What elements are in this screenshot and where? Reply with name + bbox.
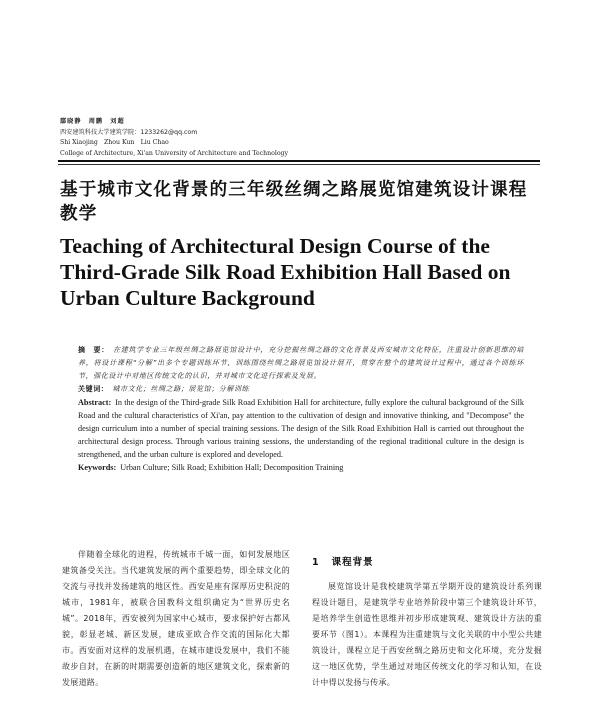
- abstract-en: [78, 396, 524, 461]
- author-names-en: Shi Xiaojing Zhou Kun Liu Chao: [60, 139, 169, 146]
- keywords-en: [78, 461, 524, 474]
- abstract-cn: [78, 344, 524, 383]
- body-paragraph-right: 展览馆设计是我校建筑学第五学期开设的建筑设计系列课程设计题目，是建筑学专业培养阶段中第三个建筑设计环节，是培养学生创造性思维并初步形成建筑观、建筑设计方法的重要环节（图1）。本课程为注重建筑与文化关联的中小型公共建筑设计，课程立足于西安丝绸之路历史和文化环境，充分发掘这一地区优势，学生通过对地区传统文化的学习和认知，在设计中得以发扬与传承。: [312, 582, 542, 687]
- body-column-left: [62, 547, 290, 691]
- author-affiliation-cn: 西安建筑科技大学建筑学院：1233262@qq.com: [60, 128, 198, 136]
- abstract-cn-label: 摘 要：: [78, 346, 110, 354]
- keywords-cn-label: 关键词：: [78, 385, 109, 393]
- title-english: Teaching of Architectural Design Course of the Third-Grade Silk Road Exhibition Hall Based on Urban Culture Background: [60, 234, 511, 310]
- header-rule: [58, 160, 540, 162]
- abstract-en-label: Abstract:: [78, 398, 112, 407]
- keywords-en-text: Urban Culture; Silk Road; Exhibition Hall; Decomposition Training: [120, 463, 344, 472]
- keywords-en-label: Keywords:: [78, 463, 117, 472]
- body-paragraph-left: 伴随着全球化的进程，传统城市千城一面，如何发展地区建筑备受关注。当代建筑发展的两个重要趋势，即全球文化的交流与寻找并发扬建筑的地区性。西安是座有深厚历史积淀的城市，1981年，被联合国教科文组织确定为“世界历史名城”。2018年，西安被列为国家中心城市，要求保护好古都风貌，彰显老城、新区发展，建成亚欧合作交流的国际化大都市。西安面对这样的发展机遇，在城市建设发展中，我们不能故步自封，在新的时期需要创造新的地区建筑文化，探索新的发展道路。: [62, 550, 290, 687]
- body-column-right: [312, 556, 542, 691]
- abstract-cn-text: 在建筑学专业三年级丝绸之路展览馆设计中，充分挖掘丝绸之路的文化背景及西安城市文化特征，注重设计创新思维的培养，将设计课程“分解”出多个专题训练环节，训练围绕丝绸之路展览馆设计展开，贯穿在整个的建筑设计过程中，通过各个训练环节，强化设计中对地区传统文化的认识，并对城市文化进行探索及发展。: [78, 346, 524, 380]
- author-block: [60, 117, 540, 159]
- section-number: 1: [312, 557, 320, 568]
- keywords-cn: [78, 383, 524, 396]
- abstract-block: [78, 344, 524, 474]
- title-chinese: 基于城市文化背景的三年级丝绸之路展览馆建筑设计课程教学: [60, 180, 528, 224]
- author-names-cn: 鄢晓静 周鹏 刘超: [60, 118, 125, 125]
- section-heading: [312, 556, 542, 570]
- abstract-en-text: In the design of the Third-grade Silk Road Exhibition Hall for architecture, fully explore the cultural background of the Silk Road and the cultural characteristics of Xi'an, pay attention to the cultivation of design and innovative thinking, and "Decompose" the design curriculum into a number of special training sessions. The design of the Silk Road Exhibition Hall is carried out throughout the architectural design process. Through various training sessions, the understanding of the regional traditional culture in the design is strengthened, and the urban culture is explored and developed.: [78, 398, 524, 459]
- author-affiliation-en: College of Architecture, Xi'an University of Architecture and Technology: [60, 149, 289, 157]
- section-title: 课程背景: [331, 557, 374, 568]
- header-rule-thin: [58, 164, 540, 165]
- keywords-cn-text: 城市文化；丝绸之路；展览馆；分解训练: [112, 385, 250, 393]
